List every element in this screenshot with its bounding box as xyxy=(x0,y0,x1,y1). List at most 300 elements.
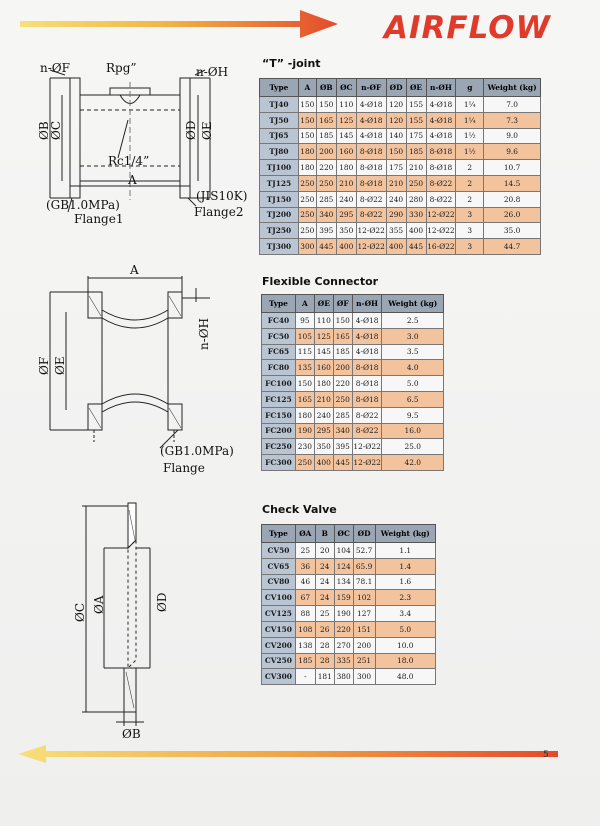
table-row xyxy=(260,223,541,239)
flex-label-e: ØE xyxy=(53,356,67,375)
table-cell: 102 xyxy=(353,590,375,606)
flex-header-row xyxy=(262,295,444,313)
t-joint-label-nh: n-ØH xyxy=(196,65,229,79)
table-cell: 1.1 xyxy=(375,543,435,559)
table-row xyxy=(260,97,541,113)
table-cell: 4-Ø18 xyxy=(352,313,382,329)
table-cell: 290 xyxy=(386,207,406,223)
table-cell: 4-Ø18 xyxy=(426,97,456,113)
table-cell: 285 xyxy=(316,191,336,207)
table-cell: 120 xyxy=(386,97,406,113)
table-cell: 44.7 xyxy=(484,239,541,255)
type-cell: FC100 xyxy=(262,376,296,392)
table-row xyxy=(262,360,444,376)
t-joint-label-jis: (JIS10K) xyxy=(196,189,248,203)
table-cell: 28 xyxy=(315,653,334,669)
type-cell: FC300 xyxy=(262,455,296,471)
table-row xyxy=(260,160,541,176)
table-cell: 200 xyxy=(353,637,375,653)
type-cell: TJ150 xyxy=(260,191,299,207)
type-cell: FC40 xyxy=(262,313,296,329)
t-joint-label-rc: Rc1/4” xyxy=(108,154,150,168)
check-valve-table xyxy=(261,524,436,685)
table-row xyxy=(262,590,436,606)
table-cell: 5.0 xyxy=(382,376,444,392)
table-cell: 7.3 xyxy=(484,112,541,128)
table-cell: 14.5 xyxy=(484,175,541,191)
t-joint-title: “T” -joint xyxy=(262,57,321,70)
logo-text: AIRFLOW xyxy=(384,10,551,46)
table-cell: 230 xyxy=(295,439,314,455)
table-cell: 400 xyxy=(314,455,333,471)
table-cell: 138 xyxy=(295,637,315,653)
table-cell: 4-Ø18 xyxy=(356,112,386,128)
table-row xyxy=(262,543,436,559)
column-header: ØD xyxy=(386,79,406,97)
table-cell: 210 xyxy=(406,160,426,176)
table-cell: 48.0 xyxy=(375,669,435,685)
type-cell: CV100 xyxy=(262,590,296,606)
table-row xyxy=(262,558,436,574)
type-cell: FC125 xyxy=(262,391,296,407)
column-header: ØE xyxy=(314,295,333,313)
table-cell: 4-Ø18 xyxy=(352,344,382,360)
type-cell: CV50 xyxy=(262,543,296,559)
table-cell: 8-Ø22 xyxy=(426,175,456,191)
type-cell: TJ50 xyxy=(260,112,299,128)
type-cell: CV250 xyxy=(262,653,296,669)
type-cell: CV125 xyxy=(262,606,296,622)
table-cell: 26 xyxy=(315,621,334,637)
column-header: Weight (kg) xyxy=(375,525,435,543)
table-row xyxy=(260,112,541,128)
table-cell: 150 xyxy=(333,313,352,329)
table-cell: 165 xyxy=(333,328,352,344)
table-cell: 175 xyxy=(406,128,426,144)
table-cell: 3.0 xyxy=(382,328,444,344)
table-cell: 104 xyxy=(334,543,353,559)
type-cell: FC150 xyxy=(262,407,296,423)
table-cell: 175 xyxy=(386,160,406,176)
table-cell: 88 xyxy=(295,606,315,622)
table-cell: 145 xyxy=(336,128,356,144)
table-cell: 445 xyxy=(406,239,426,255)
flex-label-f: ØF xyxy=(37,356,51,375)
table-cell: 150 xyxy=(298,112,316,128)
table-cell: 250 xyxy=(298,191,316,207)
table-cell: 240 xyxy=(314,407,333,423)
table-row xyxy=(262,455,444,471)
table-cell: 18.0 xyxy=(375,653,435,669)
table-cell: 340 xyxy=(316,207,336,223)
t-joint-label-flange2: Flange2 xyxy=(194,205,244,219)
table-cell: 9.0 xyxy=(484,128,541,144)
table-cell: 8-Ø22 xyxy=(352,423,382,439)
table-cell: 3 xyxy=(456,223,484,239)
table-cell: 8-Ø18 xyxy=(356,160,386,176)
table-cell: 1.6 xyxy=(375,574,435,590)
t-joint-label-e: ØE xyxy=(200,121,214,140)
table-cell: 135 xyxy=(295,360,314,376)
table-row xyxy=(260,144,541,160)
type-cell: CV300 xyxy=(262,669,296,685)
type-cell: TJ200 xyxy=(260,207,299,223)
t-joint-label-a: A xyxy=(128,173,137,187)
type-cell: TJ250 xyxy=(260,223,299,239)
table-cell: 125 xyxy=(314,328,333,344)
table-cell: 24 xyxy=(315,558,334,574)
table-cell: 2.3 xyxy=(375,590,435,606)
table-cell: 9.5 xyxy=(382,407,444,423)
table-cell: 7.0 xyxy=(484,97,541,113)
table-cell: 3.5 xyxy=(382,344,444,360)
table-cell: 150 xyxy=(386,144,406,160)
table-row xyxy=(262,606,436,622)
table-cell: 108 xyxy=(295,621,315,637)
table-cell: 295 xyxy=(314,423,333,439)
column-header: n-ØH xyxy=(426,79,456,97)
table-cell: 46 xyxy=(295,574,315,590)
table-cell: 25 xyxy=(295,543,315,559)
table-cell: 200 xyxy=(333,360,352,376)
table-cell: 6.5 xyxy=(382,391,444,407)
table-cell: 4-Ø18 xyxy=(352,328,382,344)
table-cell: 12-Ø22 xyxy=(426,207,456,223)
table-cell: 2 xyxy=(456,160,484,176)
table-cell: 350 xyxy=(314,439,333,455)
table-cell: 125 xyxy=(336,112,356,128)
type-cell: TJ100 xyxy=(260,160,299,176)
table-cell: 26.0 xyxy=(484,207,541,223)
table-cell: 145 xyxy=(314,344,333,360)
t-joint-label-b: ØB xyxy=(37,121,51,140)
table-cell: 65.9 xyxy=(353,558,375,574)
t-joint-label-rpg: Rpg” xyxy=(106,61,137,75)
table-cell: 285 xyxy=(333,407,352,423)
table-cell: 210 xyxy=(314,391,333,407)
table-cell: 3.4 xyxy=(375,606,435,622)
table-cell: 355 xyxy=(386,223,406,239)
valve-label-c: ØC xyxy=(73,602,87,622)
table-cell: 180 xyxy=(298,160,316,176)
table-cell: 10.7 xyxy=(484,160,541,176)
table-cell: 400 xyxy=(406,223,426,239)
table-cell: 20 xyxy=(315,543,334,559)
table-cell: 250 xyxy=(295,455,314,471)
table-cell: 25 xyxy=(315,606,334,622)
column-header: n-ØH xyxy=(352,295,382,313)
table-cell: 445 xyxy=(316,239,336,255)
column-header: B xyxy=(315,525,334,543)
table-cell: 12-Ø22 xyxy=(352,439,382,455)
table-row xyxy=(262,344,444,360)
table-cell: 300 xyxy=(298,239,316,255)
table-cell: 400 xyxy=(336,239,356,255)
type-cell: FC50 xyxy=(262,328,296,344)
table-cell: 220 xyxy=(333,376,352,392)
column-header: g xyxy=(456,79,484,97)
column-header: ØC xyxy=(334,525,353,543)
valve-label-d: ØD xyxy=(155,592,169,612)
table-cell: 8-Ø18 xyxy=(352,376,382,392)
table-cell: 150 xyxy=(295,376,314,392)
table-cell: 181 xyxy=(315,669,334,685)
table-cell: 140 xyxy=(386,128,406,144)
table-cell: 250 xyxy=(316,175,336,191)
table-cell: 200 xyxy=(316,144,336,160)
table-cell: 445 xyxy=(333,455,352,471)
table-cell: 165 xyxy=(295,391,314,407)
table-row xyxy=(262,669,436,685)
table-cell: 9.6 xyxy=(484,144,541,160)
column-header: A xyxy=(298,79,316,97)
table-cell: 2 xyxy=(456,191,484,207)
type-cell: TJ65 xyxy=(260,128,299,144)
table-cell: 24 xyxy=(315,574,334,590)
table-cell: 220 xyxy=(316,160,336,176)
table-cell: 5.0 xyxy=(375,621,435,637)
table-cell: 210 xyxy=(386,175,406,191)
table-cell: 42.0 xyxy=(382,455,444,471)
table-row xyxy=(262,391,444,407)
type-cell: TJ300 xyxy=(260,239,299,255)
table-cell: 250 xyxy=(298,223,316,239)
column-header: ØC xyxy=(336,79,356,97)
table-cell: 4.0 xyxy=(382,360,444,376)
table-cell: 250 xyxy=(406,175,426,191)
t-joint-label-c: ØC xyxy=(49,120,63,140)
table-row xyxy=(260,175,541,191)
table-row xyxy=(262,423,444,439)
table-cell: 2.5 xyxy=(382,313,444,329)
type-cell: FC250 xyxy=(262,439,296,455)
table-cell: 185 xyxy=(295,653,315,669)
t-joint-label-nf: n-ØF xyxy=(40,61,70,75)
table-cell: 8-Ø18 xyxy=(352,391,382,407)
flex-label-flange: Flange xyxy=(163,461,205,475)
table-cell: 340 xyxy=(333,423,352,439)
table-cell: 185 xyxy=(316,128,336,144)
type-cell: TJ125 xyxy=(260,175,299,191)
table-cell: 8-Ø22 xyxy=(352,407,382,423)
table-cell: 155 xyxy=(406,112,426,128)
table-cell: 160 xyxy=(314,360,333,376)
column-header: Type xyxy=(260,79,299,97)
column-header: A xyxy=(295,295,314,313)
table-cell: 16.0 xyxy=(382,423,444,439)
table-cell: 16-Ø22 xyxy=(426,239,456,255)
flex-label-nh: n-ØH xyxy=(197,317,211,350)
table-cell: 270 xyxy=(334,637,353,653)
table-cell: 10.0 xyxy=(375,637,435,653)
type-cell: FC65 xyxy=(262,344,296,360)
column-header: ØE xyxy=(406,79,426,97)
table-cell: 2 xyxy=(456,175,484,191)
table-row xyxy=(262,637,436,653)
table-cell: 159 xyxy=(334,590,353,606)
table-cell: 110 xyxy=(314,313,333,329)
table-cell: 1¼ xyxy=(456,97,484,113)
type-cell: CV200 xyxy=(262,637,296,653)
type-cell: TJ80 xyxy=(260,144,299,160)
table-cell: 250 xyxy=(298,175,316,191)
table-cell: 12-Ø22 xyxy=(352,455,382,471)
type-cell: FC200 xyxy=(262,423,296,439)
table-row xyxy=(262,313,444,329)
table-cell: 180 xyxy=(336,160,356,176)
table-row xyxy=(260,207,541,223)
table-cell: 185 xyxy=(333,344,352,360)
flex-title: Flexible Connector xyxy=(262,275,379,288)
table-row xyxy=(262,574,436,590)
table-cell: 124 xyxy=(334,558,353,574)
table-cell: 8-Ø22 xyxy=(356,207,386,223)
table-cell: - xyxy=(295,669,315,685)
table-cell: 165 xyxy=(316,112,336,128)
table-cell: 25.0 xyxy=(382,439,444,455)
table-row xyxy=(262,328,444,344)
table-cell: 120 xyxy=(386,112,406,128)
table-cell: 395 xyxy=(316,223,336,239)
table-cell: 4-Ø18 xyxy=(356,97,386,113)
table-cell: 395 xyxy=(333,439,352,455)
table-cell: 1.4 xyxy=(375,558,435,574)
type-cell: FC80 xyxy=(262,360,296,376)
table-cell: 8-Ø18 xyxy=(426,144,456,160)
flex-label-gb: (GB1.0MPa) xyxy=(160,444,234,458)
table-row xyxy=(262,376,444,392)
table-cell: 250 xyxy=(333,391,352,407)
table-cell: 24 xyxy=(315,590,334,606)
table-cell: 150 xyxy=(316,97,336,113)
table-cell: 240 xyxy=(336,191,356,207)
table-cell: 155 xyxy=(406,97,426,113)
column-header: ØA xyxy=(295,525,315,543)
table-cell: 78.1 xyxy=(353,574,375,590)
column-header: Weight (kg) xyxy=(382,295,444,313)
table-row xyxy=(262,621,436,637)
table-cell: 8-Ø22 xyxy=(426,191,456,207)
column-header: n-ØF xyxy=(356,79,386,97)
table-cell: 380 xyxy=(334,669,353,685)
table-cell: 350 xyxy=(336,223,356,239)
type-cell: CV80 xyxy=(262,574,296,590)
table-cell: 1¼ xyxy=(456,112,484,128)
table-cell: 8-Ø18 xyxy=(426,160,456,176)
table-row xyxy=(262,407,444,423)
table-row xyxy=(262,653,436,669)
table-cell: 180 xyxy=(314,376,333,392)
page-number: 5 xyxy=(543,750,549,760)
table-cell: 190 xyxy=(334,606,353,622)
table-cell: 190 xyxy=(295,423,314,439)
table-row xyxy=(260,191,541,207)
table-cell: 185 xyxy=(406,144,426,160)
table-cell: 127 xyxy=(353,606,375,622)
table-cell: 295 xyxy=(336,207,356,223)
table-cell: 110 xyxy=(336,97,356,113)
table-cell: 180 xyxy=(298,144,316,160)
table-cell: 4-Ø18 xyxy=(356,128,386,144)
table-cell: 330 xyxy=(406,207,426,223)
column-header: Type xyxy=(262,525,296,543)
table-cell: 300 xyxy=(353,669,375,685)
table-cell: 4-Ø18 xyxy=(426,112,456,128)
valve-label-a: ØA xyxy=(92,595,106,614)
check-valve-title: Check Valve xyxy=(262,503,337,516)
table-cell: 180 xyxy=(295,407,314,423)
table-cell: 35.0 xyxy=(484,223,541,239)
column-header: ØB xyxy=(316,79,336,97)
table-cell: 12-Ø22 xyxy=(356,223,386,239)
table-cell: 240 xyxy=(386,191,406,207)
table-cell: 1½ xyxy=(456,128,484,144)
table-row xyxy=(260,239,541,255)
check-valve-header-row xyxy=(262,525,436,543)
table-cell: 160 xyxy=(336,144,356,160)
table-cell: 12-Ø22 xyxy=(426,223,456,239)
t-joint-header-row xyxy=(260,79,541,97)
table-cell: 150 xyxy=(298,128,316,144)
type-cell: TJ40 xyxy=(260,97,299,113)
table-cell: 280 xyxy=(406,191,426,207)
column-header: Type xyxy=(262,295,296,313)
flexible-connector-drawing xyxy=(50,276,210,448)
t-joint-label-d: ØD xyxy=(184,120,198,140)
table-cell: 8-Ø22 xyxy=(356,191,386,207)
flexible-connector-table xyxy=(261,294,444,471)
table-cell: 12-Ø22 xyxy=(356,239,386,255)
table-cell: 67 xyxy=(295,590,315,606)
table-cell: 52.7 xyxy=(353,543,375,559)
table-cell: 28 xyxy=(315,637,334,653)
table-cell: 8-Ø18 xyxy=(352,360,382,376)
table-cell: 105 xyxy=(295,328,314,344)
type-cell: CV65 xyxy=(262,558,296,574)
table-cell: 36 xyxy=(295,558,315,574)
t-joint-label-flange1: Flange1 xyxy=(74,212,124,226)
table-cell: 150 xyxy=(298,97,316,113)
table-cell: 8-Ø18 xyxy=(356,144,386,160)
table-cell: 3 xyxy=(456,239,484,255)
table-row xyxy=(262,439,444,455)
table-cell: 4-Ø18 xyxy=(426,128,456,144)
type-cell: CV150 xyxy=(262,621,296,637)
table-cell: 220 xyxy=(334,621,353,637)
table-cell: 20.8 xyxy=(484,191,541,207)
t-joint-table xyxy=(259,78,541,255)
table-cell: 251 xyxy=(353,653,375,669)
column-header: Weight (kg) xyxy=(484,79,541,97)
table-cell: 250 xyxy=(298,207,316,223)
table-cell: 8-Ø18 xyxy=(356,175,386,191)
t-joint-drawing xyxy=(50,70,210,212)
column-header: ØD xyxy=(353,525,375,543)
valve-label-b: ØB xyxy=(122,727,141,741)
table-cell: 3 xyxy=(456,207,484,223)
table-cell: 115 xyxy=(295,344,314,360)
table-cell: 335 xyxy=(334,653,353,669)
table-cell: 134 xyxy=(334,574,353,590)
table-cell: 151 xyxy=(353,621,375,637)
table-cell: 210 xyxy=(336,175,356,191)
table-cell: 400 xyxy=(386,239,406,255)
t-joint-label-gb: (GB1.0MPa) xyxy=(46,198,120,212)
flex-label-a: A xyxy=(130,263,139,277)
table-row xyxy=(260,128,541,144)
table-cell: 95 xyxy=(295,313,314,329)
column-header: ØF xyxy=(333,295,352,313)
